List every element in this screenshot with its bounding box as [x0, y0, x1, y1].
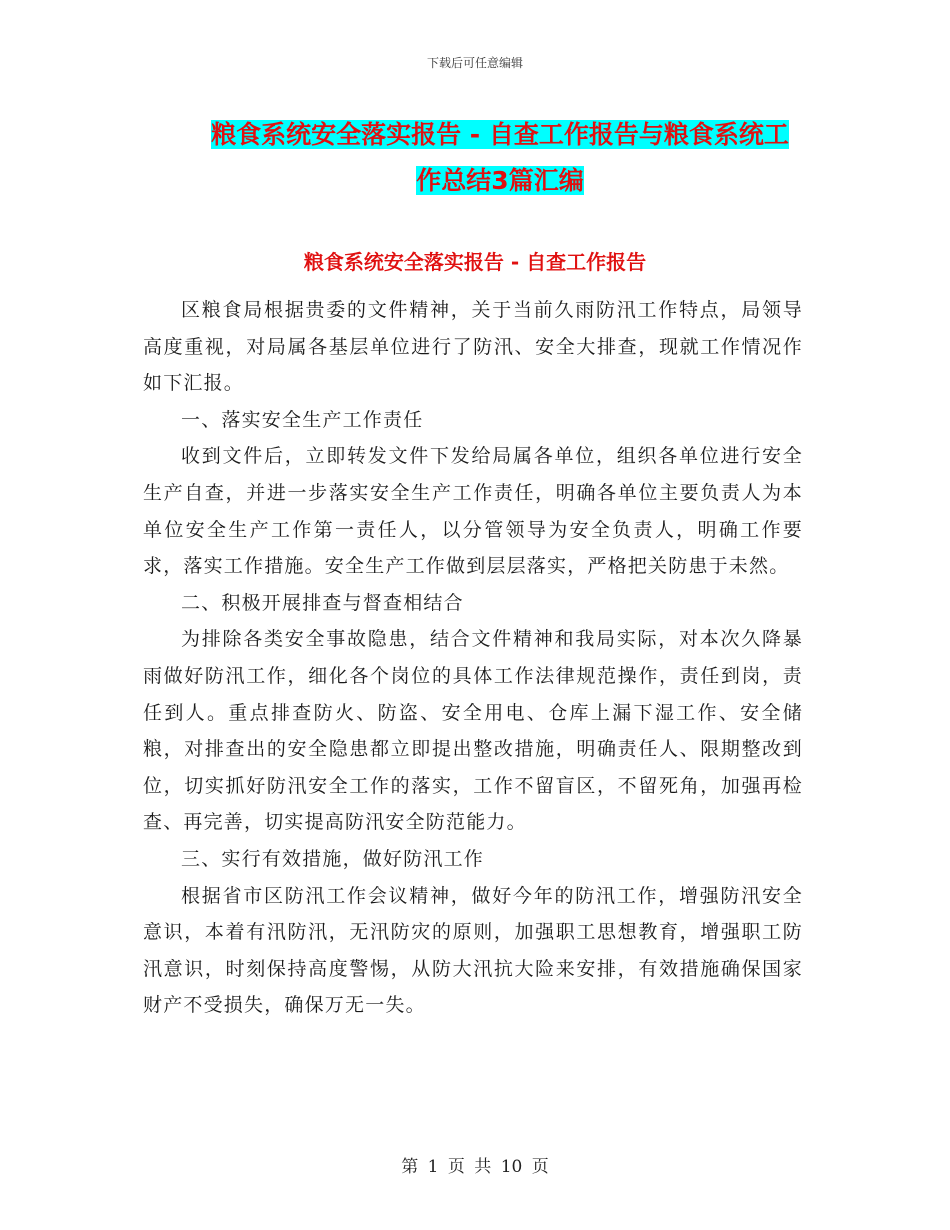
subheading: 二、积极开展排查与督查相结合 — [181, 591, 464, 614]
subheading: 一、落实安全生产工作责任 — [181, 408, 424, 431]
paragraph: 为排除各类安全事故隐患，结合文件精神和我局实际，对本次久降暴雨做好防汛工作，细化各个岗位的具体工作法律规范操作，责任到岗，责任到人。重点排查防火、防盗、安全用电、仓库上漏下湿工作、安全储粮，对排查出的安全隐患都立即提出整改措施，明确责任人、限期整改到位，切实抓好防汛安全工作的落实，工作不留盲区，不留死角，加强再检查、再完善，切实提高防汛安全防范能力。 — [143, 628, 803, 834]
document-title-line2: 作总结3篇汇编 — [416, 166, 584, 195]
paragraph: 收到文件后，立即转发文件下发给局属各单位，组织各单位进行安全生产自查，并进一步落实安全生产工作责任，明确各单位主要负责人为本单位安全生产工作第一责任人，以分管领导为安全负责人，明确工作要求，落实工作措施。安全生产工作做到层层落实，严格把关防患于未然。 — [143, 445, 803, 578]
header-note: 下载后可任意编辑 — [426, 56, 523, 70]
document-title-line1: 粮食系统安全落实报告 - 自查工作报告与粮食系统工 — [211, 120, 789, 149]
document-body — [143, 292, 803, 1024]
page-footer: 第 1 页 共 10 页 — [401, 1157, 549, 1177]
document-title — [150, 112, 850, 204]
subheading: 三、实行有效措施，做好防汛工作 — [181, 847, 485, 870]
paragraph: 根据省市区防汛工作会议精神，做好今年的防汛工作，增强防汛安全意识，本着有汛防汛，无汛防灾的原则，加强职工思想教育，增强职工防汛意识，时刻保持高度警惕，从防大汛抗大险来安排，有效措施确保国家财产不受损失，确保万无一失。 — [143, 884, 803, 1017]
paragraph: 区粮食局根据贵委的文件精神，关于当前久雨防汛工作特点，局领导高度重视，对局属各基层单位进行了防汛、安全大排查，现就工作情况作如下汇报。 — [143, 299, 803, 395]
section-title: 粮食系统安全落实报告 - 自查工作报告 — [303, 250, 647, 274]
